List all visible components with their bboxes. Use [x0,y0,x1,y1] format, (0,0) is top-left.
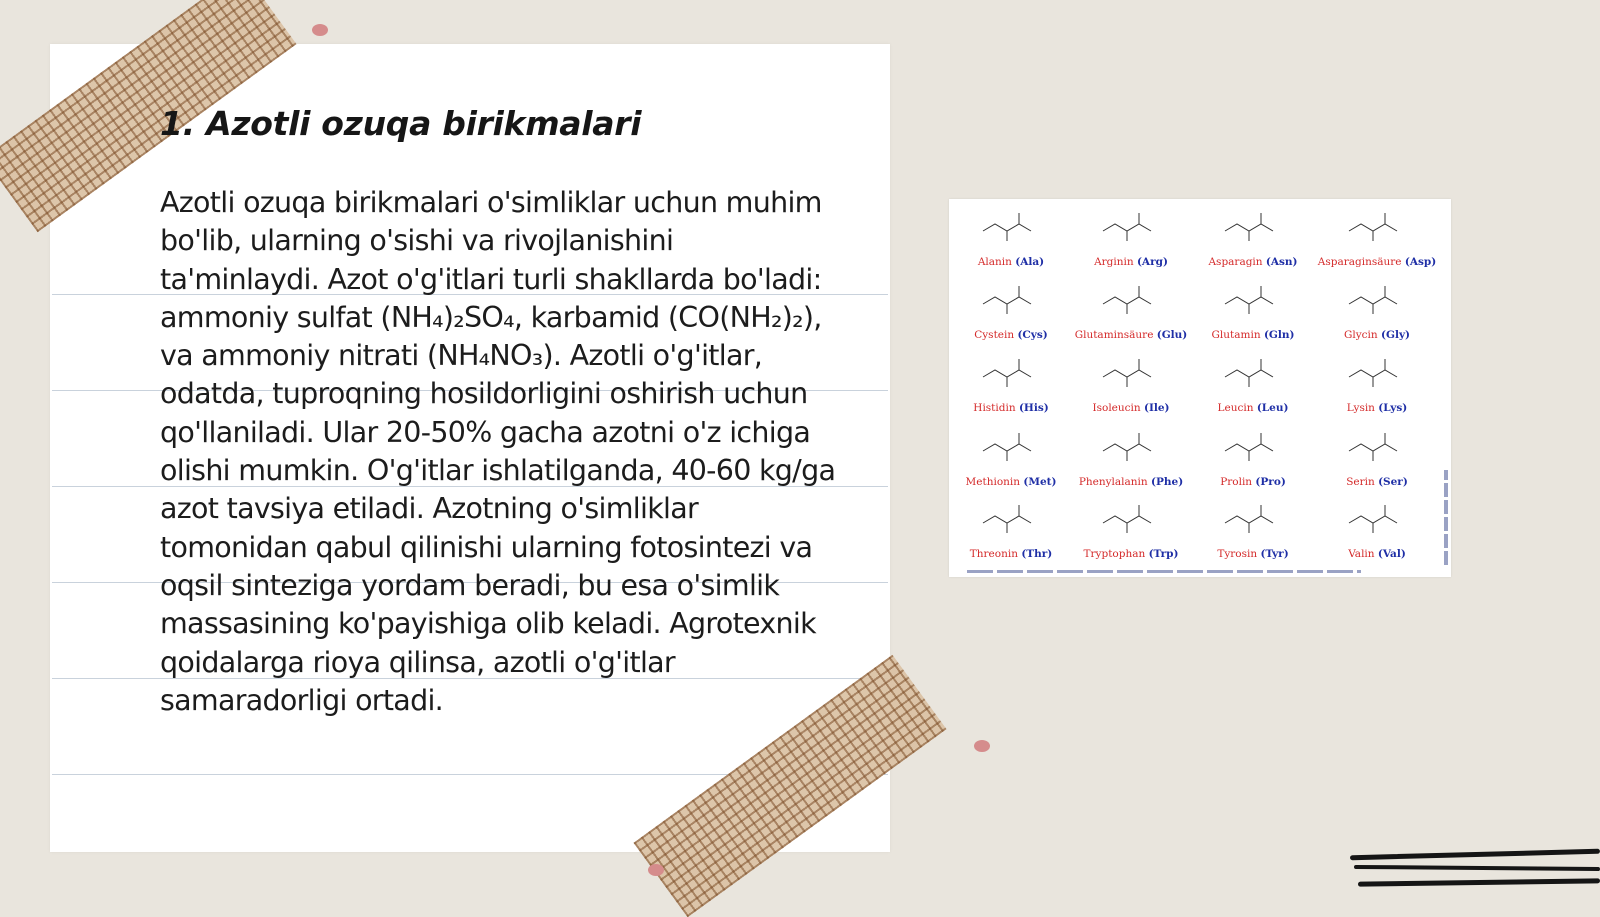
amino-acid-abbr: (Thr) [1021,548,1053,560]
amino-acid-abbr: (Leu) [1256,402,1289,414]
amino-acid-structure [1103,359,1151,387]
amino-acid-abbr: (Phe) [1151,476,1184,488]
amino-acid-label [1093,256,1168,268]
amino-acid-label [1346,476,1408,488]
amino-acid-label [1079,476,1183,488]
tape-end-mark [974,740,990,752]
amino-acid-name: Asparagin [1208,256,1266,268]
amino-acid-label [1075,329,1188,341]
amino-acid-name: Asparaginsäure [1317,256,1405,268]
amino-acid-label [1344,329,1410,341]
brush-stroke [1358,878,1600,886]
figure-credit-line [967,570,1361,573]
amino-acid-label [977,256,1044,268]
amino-acid-name: Glycin [1343,329,1382,341]
amino-acid-abbr: (Gly) [1381,329,1411,341]
amino-acid-name: Alanin [977,256,1016,268]
amino-acid-label [970,548,1052,560]
amino-acid-structure [1103,286,1151,314]
amino-acid-abbr: (Asp) [1404,256,1437,268]
amino-acid-name: Isoleucin [1092,402,1144,414]
amino-acid-structure [1225,505,1273,533]
amino-acid-name: Glutaminsäure [1074,329,1157,341]
amino-acid-structure [1103,505,1151,533]
amino-acid-name: Threonin [969,548,1022,560]
amino-acid-label [1212,329,1295,341]
amino-acid-abbr: (Tyr) [1260,548,1289,560]
amino-acid-label [1220,476,1286,488]
amino-acid-grid [949,199,1451,577]
amino-acid-structure [1103,433,1151,461]
amino-acid-structure [1349,505,1397,533]
amino-acid-structure [1349,286,1397,314]
slide-title: 1. Azotli ozuqa birikmalari [160,104,642,143]
amino-acid-label [966,476,1057,488]
amino-acid-abbr: (Ile) [1144,402,1170,414]
amino-acid-abbr: (His) [1018,402,1049,414]
amino-acid-label [1084,548,1179,560]
amino-acid-structure [1225,433,1273,461]
amino-acid-abbr: (Ser) [1378,476,1408,488]
amino-acid-label [1347,402,1408,414]
amino-acid-name: Methionin [965,476,1024,488]
amino-acid-structure [983,359,1031,387]
slide-body-text: Azotli ozuqa birikmalari o'simliklar uchun muhim bo'lib, ularning o'sishi va rivojlanishini ta'minlaydi. Azot o'g'itlari turli shakllarda bo'ladi: ammoniy sulfat (NH₄)₂SO₄, karbamid (CO(NH₂)₂), va ammoniy nitrati (NH₄NO₃). Azotli o'g'itlar, odatda, tuproqning hosildorligini oshirish uchun qo'llaniladi. Ular 20-50% gacha azotni o'z ichiga olishi mumkin. O'g'itlar ishlatilganda, 40-60 kg/ga azot tavsiya etiladi. Azotning o'simliklar tomonidan qabul qilinishi ularning fotosintezi va oqsil sinteziga yordam beradi, bu esa o'simlik massasining ko'payishiga olib keladi. Agrotexnik qoidalarga rioya qilinsa, azotli o'g'itlar samaradorligi ortadi. [160,186,836,717]
amino-acid-label [1217,548,1288,560]
amino-acid-abbr: (Asn) [1265,256,1298,268]
amino-acid-name: Cystein [974,329,1018,341]
amino-acid-structure [983,213,1031,241]
amino-acid-name: Arginin [1094,256,1137,268]
amino-acid-name: Tryptophan [1083,548,1149,560]
amino-acid-name: Serin [1346,476,1379,488]
amino-acid-name: Histidin [973,402,1019,414]
amino-acid-name: Prolin [1220,476,1256,488]
amino-acid-abbr: (Pro) [1255,476,1286,488]
amino-acid-structure [1225,213,1273,241]
amino-acid-structure [1225,359,1273,387]
amino-acid-abbr: (Cys) [1017,329,1048,341]
amino-acid-label [973,402,1048,414]
amino-acid-structure [1225,286,1273,314]
amino-acid-label [1092,402,1169,414]
amino-acid-structure [983,505,1031,533]
amino-acid-structure [1349,359,1397,387]
amino-acid-name: Glutamin [1211,329,1264,341]
amino-acid-structure [1103,213,1151,241]
tape-end-mark [312,24,328,36]
amino-acid-abbr: (Lys) [1378,402,1408,414]
amino-acid-abbr: (Gln) [1263,329,1295,341]
amino-acid-structure [983,286,1031,314]
tape-end-mark [648,864,664,876]
amino-acid-label [1207,256,1297,268]
amino-acid-structure [1349,433,1397,461]
figure-side-credit [1444,470,1448,565]
brush-stroke [1354,865,1600,871]
amino-acid-abbr: (Trp) [1148,548,1179,560]
amino-acid-label [1218,402,1289,414]
amino-acid-name: Tyrosin [1217,548,1261,560]
amino-acid-name: Phenylalanin [1078,476,1152,488]
amino-acid-name: Lysin [1346,402,1379,414]
amino-acid-label [974,329,1048,341]
amino-acid-abbr: (Met) [1023,476,1057,488]
amino-acid-label [1317,256,1436,268]
amino-acid-structures-image [949,199,1451,577]
brush-stroke [1350,849,1600,861]
amino-acid-abbr: (Glu) [1156,329,1188,341]
amino-acid-name: Leucin [1217,402,1257,414]
amino-acid-label [1347,548,1406,560]
amino-acid-abbr: (Arg) [1136,256,1168,268]
amino-acid-abbr: (Ala) [1015,256,1045,268]
amino-acid-name: Valin [1348,548,1378,560]
amino-acid-abbr: (Val) [1377,548,1406,560]
amino-acid-structure [983,433,1031,461]
amino-acid-structure [1349,213,1397,241]
